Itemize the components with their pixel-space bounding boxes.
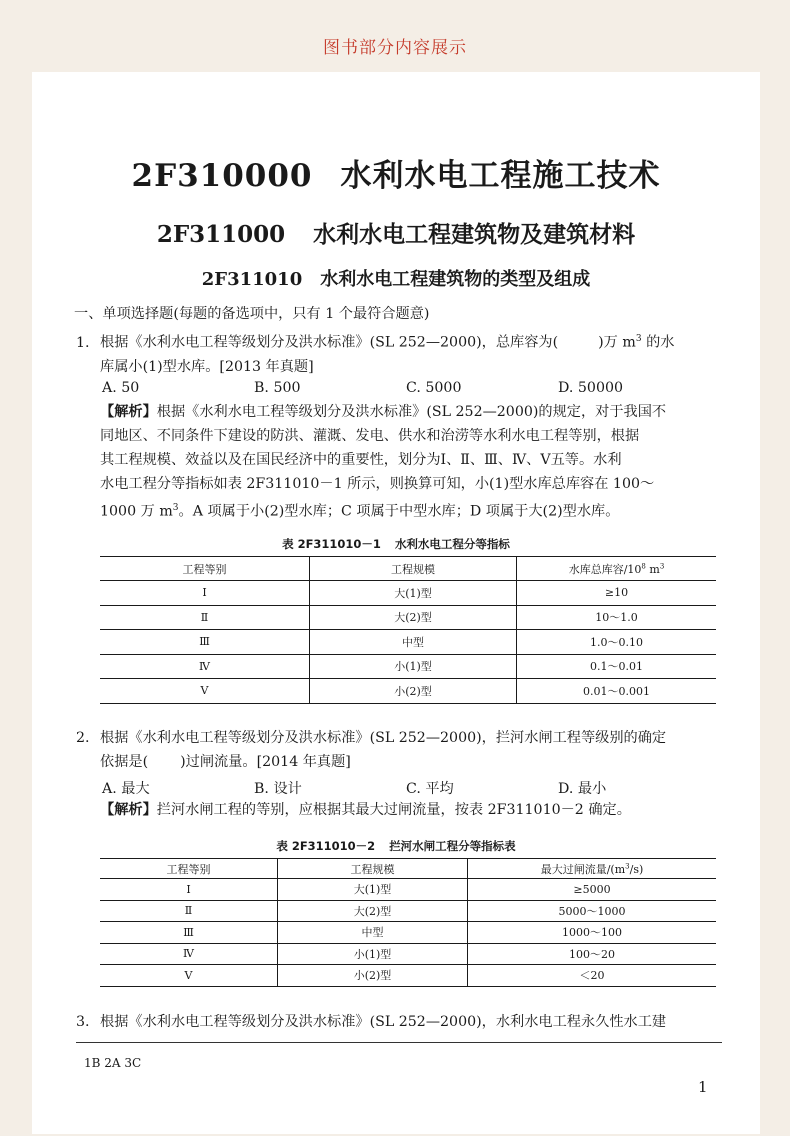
table-header-text: /s) — [629, 862, 644, 876]
subsection-heading — [32, 265, 760, 291]
chapter-code: 2F310000 — [131, 158, 313, 194]
table-cell: ≥10 — [517, 581, 717, 606]
analysis-line: 同地区、不同条件下建设的防洪、灌溉、发电、供水和治涝等水利水电工程等别，根据 — [100, 428, 640, 444]
question-1-stem-b: )万 m — [598, 334, 636, 351]
subsection-code: 2F311010 — [201, 269, 303, 290]
table-2-title: 拦河水闸工程分等指标表 — [389, 839, 516, 853]
table-header-sup: 3 — [625, 861, 630, 870]
table-cell: 1000～100 — [468, 922, 717, 944]
table-cell: Ⅳ — [100, 943, 278, 965]
question-1-line-1 — [76, 327, 716, 355]
question-2-line-1 — [76, 726, 716, 750]
table-header-cell: 工程等别 — [100, 557, 310, 581]
table-header-text: 水库总库容/10 — [568, 562, 642, 576]
footer-divider — [76, 1042, 722, 1043]
table-cell: 大(2)型 — [310, 605, 517, 630]
table-1-code: 表 2F311010－1 — [282, 537, 381, 551]
table-cell: ＜20 — [468, 965, 717, 987]
book-page — [32, 72, 760, 1134]
table-row — [100, 965, 716, 987]
question-1-stem-c: 的水 — [641, 334, 675, 351]
chapter-title: 水利水电工程施工技术 — [340, 158, 661, 194]
table-cell: Ⅰ — [100, 879, 278, 901]
table-row — [100, 605, 716, 630]
analysis-superscript: 3 — [172, 503, 179, 513]
table-cell: Ⅰ — [100, 581, 310, 606]
section-heading — [32, 216, 760, 249]
table-2-caption — [32, 838, 760, 854]
question-2-option-a: A. 最大 — [102, 781, 150, 797]
question-2-number: 2. — [76, 730, 90, 746]
subsection-title: 水利水电工程建筑物的类型及组成 — [320, 269, 591, 290]
question-2 — [76, 726, 716, 774]
question-2-line-2 — [76, 750, 716, 774]
table-header-cell — [468, 859, 717, 879]
table-row — [100, 943, 716, 965]
table-cell: 大(1)型 — [278, 879, 468, 901]
chapter-heading — [32, 150, 760, 195]
question-2-option-d: D. 最小 — [558, 781, 607, 797]
table-cell: 大(2)型 — [278, 900, 468, 922]
table-row — [100, 922, 716, 944]
table-cell: Ⅱ — [100, 605, 310, 630]
question-2-option-c: C. 平均 — [406, 781, 454, 797]
table-cell: 5000～1000 — [468, 900, 717, 922]
analysis-label: 【解析】 — [100, 802, 157, 818]
question-3 — [76, 1010, 716, 1034]
analysis-text: 根据《水利水电工程等级划分及洪水标准》(SL 252—2000)的规定，对于我国不 — [156, 404, 667, 420]
question-1-option-c: C. 5000 — [406, 380, 462, 396]
analysis-text: 1000 万 m — [100, 503, 173, 520]
table-cell: Ⅳ — [100, 654, 310, 679]
table-header-cell: 工程等别 — [100, 859, 278, 879]
answer-key: 1B 2A 3C — [84, 1056, 142, 1070]
question-1-option-d: D. 50000 — [558, 380, 624, 396]
question-type-heading: 一、单项选择题(每题的备选项中，只有 1 个最符合题意) — [74, 306, 430, 322]
question-1-option-a: A. 50 — [102, 380, 140, 396]
analysis-label: 【解析】 — [100, 404, 157, 420]
question-1-analysis — [100, 400, 720, 524]
table-header-cell — [517, 557, 717, 581]
question-2-option-b: B. 设计 — [254, 781, 302, 797]
section-title: 水利水电工程建筑物及建筑材料 — [313, 221, 636, 248]
top-banner — [0, 0, 790, 72]
question-1-stem-a: 根据《水利水电工程等级划分及洪水标准》(SL 252—2000)，总库容为( — [100, 334, 559, 351]
analysis-line: 其工程规模、效益以及在国民经济中的重要性，划分为Ⅰ、Ⅱ、Ⅲ、Ⅳ、Ⅴ五等。水利 — [100, 452, 622, 468]
analysis-line: 水电工程分等指标如表 2F311010－1 所示，则换算可知，小(1)型水库总库容在 100～ — [100, 476, 655, 492]
table-cell: 小(2)型 — [278, 965, 468, 987]
table-cell: 小(1)型 — [310, 654, 517, 679]
analysis-text: 。A 项属于小(2)型水库；C 项属于中型水库；D 项属于大(2)型水库。 — [178, 503, 620, 520]
question-1-superscript: 3 — [635, 334, 642, 344]
table-2-code: 表 2F311010－2 — [276, 839, 376, 853]
table-cell: Ⅱ — [100, 900, 278, 922]
table-1-title: 水利水电工程分等指标 — [394, 537, 510, 551]
section-code: 2F311000 — [156, 221, 286, 248]
analysis-line — [100, 496, 720, 524]
table-cell: 0.1～0.01 — [517, 654, 717, 679]
table-row — [100, 879, 716, 901]
question-1-number: 1. — [76, 334, 90, 351]
page-number: 1 — [698, 1078, 708, 1096]
table-header-cell: 工程规模 — [278, 859, 468, 879]
question-2-stem-b: )过闸流量。[2014 年真题] — [180, 754, 351, 770]
table-cell: 大(1)型 — [310, 581, 517, 606]
table-cell: Ⅲ — [100, 630, 310, 655]
table-cell: Ⅴ — [100, 679, 310, 704]
table-cell: Ⅴ — [100, 965, 278, 987]
table-cell: Ⅲ — [100, 922, 278, 944]
question-3-stem: 根据《水利水电工程等级划分及洪水标准》(SL 252—2000)，水利水电工程永久性水工建 — [100, 1014, 667, 1030]
table-row — [100, 630, 716, 655]
table-cell: 1.0～0.10 — [517, 630, 717, 655]
table-2 — [100, 858, 716, 987]
table-cell: 小(2)型 — [310, 679, 517, 704]
question-1 — [76, 327, 716, 379]
banner-title: 图书部分内容展示 — [323, 38, 467, 58]
question-1-option-b: B. 500 — [254, 380, 301, 396]
table-cell: 10～1.0 — [517, 605, 717, 630]
table-header-cell: 工程规模 — [310, 557, 517, 581]
table-cell: 中型 — [310, 630, 517, 655]
question-1-line-2: 库属小(1)型水库。[2013 年真题] — [100, 358, 314, 375]
table-1-caption — [32, 536, 760, 552]
table-header-sup: 3 — [659, 561, 665, 570]
table-header-sup: 8 — [641, 561, 646, 570]
question-2-analysis — [100, 798, 720, 822]
question-2-stem-a: 依据是( — [100, 754, 149, 770]
table-row — [100, 654, 716, 679]
table-cell: 小(1)型 — [278, 943, 468, 965]
table-row — [100, 679, 716, 704]
table-cell: 0.01～0.001 — [517, 679, 717, 704]
table-cell: ≥5000 — [468, 879, 717, 901]
table-row — [100, 900, 716, 922]
table-cell: 100～20 — [468, 943, 717, 965]
table-cell: 中型 — [278, 922, 468, 944]
question-2-stem: 根据《水利水电工程等级划分及洪水标准》(SL 252—2000)，拦河水闸工程等级别的确定 — [100, 730, 667, 746]
analysis-text: 拦河水闸工程的等别，应根据其最大过闸流量，按表 2F311010－2 确定。 — [156, 802, 631, 818]
table-row — [100, 581, 716, 606]
analysis-line — [100, 400, 720, 424]
table-header-text: 最大过闸流量/(m — [540, 862, 626, 876]
question-3-number: 3. — [76, 1014, 90, 1030]
table-1 — [100, 556, 716, 704]
table-header-text: m — [645, 562, 660, 576]
